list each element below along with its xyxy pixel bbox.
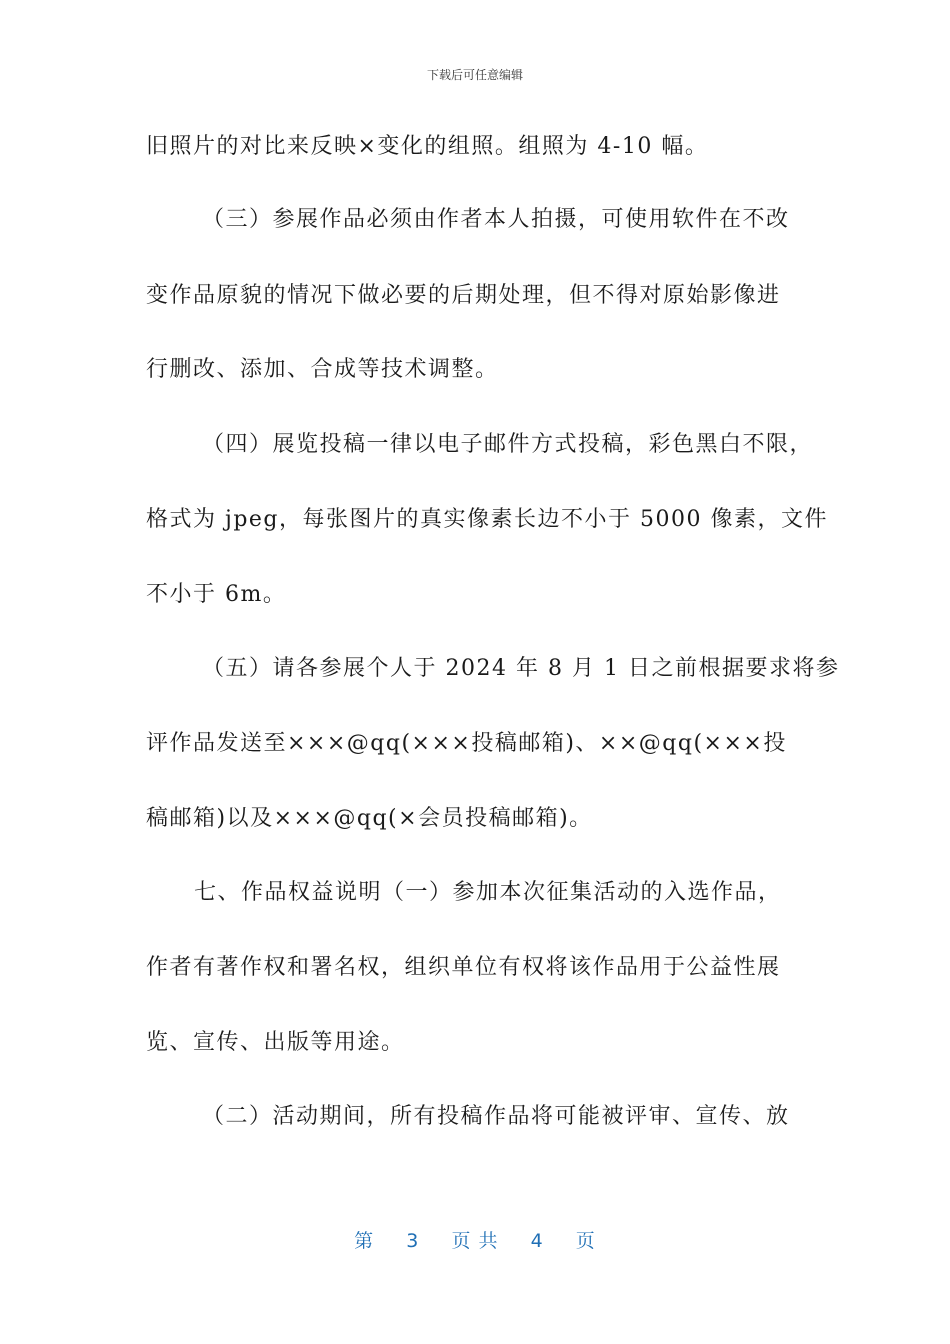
body-line-13: 览、宣传、出版等用途。 bbox=[146, 1030, 405, 1055]
body-line-7: 不小于 6m。 bbox=[146, 582, 287, 607]
body-line-8: （五）请各参展个人于 2024 年 8 月 1 日之前根据要求将参 bbox=[202, 656, 840, 681]
body-line-1: 旧照片的对比来反映×变化的组照。组照为 4-10 幅。 bbox=[146, 134, 709, 159]
body-line-11: 七、作品权益说明（一）参加本次征集活动的入选作品， bbox=[194, 880, 782, 905]
body-line-2: （三）参展作品必须由作者本人拍摄，可使用软件在不改 bbox=[202, 207, 790, 232]
footer-current-page: 3 bbox=[406, 1230, 420, 1252]
page-footer bbox=[0, 1226, 950, 1253]
body-line-5: （四）展览投稿一律以电子邮件方式投稿，彩色黑白不限， bbox=[202, 432, 814, 457]
body-line-4: 行删改、添加、合成等技术调整。 bbox=[146, 357, 499, 382]
body-line-6: 格式为 jpeg，每张图片的真实像素长边不小于 5000 像素，文件 bbox=[146, 507, 828, 532]
body-line-12: 作者有著作权和署名权，组织单位有权将该作品用于公益性展 bbox=[146, 955, 781, 980]
body-line-14: （二）活动期间，所有投稿作品将可能被评审、宣传、放 bbox=[202, 1104, 790, 1129]
footer-suffix: 页 bbox=[575, 1230, 596, 1252]
footer-prefix: 第 bbox=[354, 1230, 375, 1252]
body-line-10: 稿邮箱)以及×××@qq(×会员投稿邮箱)。 bbox=[146, 806, 593, 831]
footer-total-pages: 4 bbox=[530, 1230, 544, 1252]
body-line-3: 变作品原貌的情况下做必要的后期处理，但不得对原始影像进 bbox=[146, 283, 781, 308]
page-header: 下载后可任意编辑 bbox=[426, 68, 523, 82]
footer-mid: 页 共 bbox=[451, 1230, 499, 1252]
body-line-9: 评作品发送至×××@qq(×××投稿邮箱)、××@qq(×××投 bbox=[146, 731, 787, 756]
